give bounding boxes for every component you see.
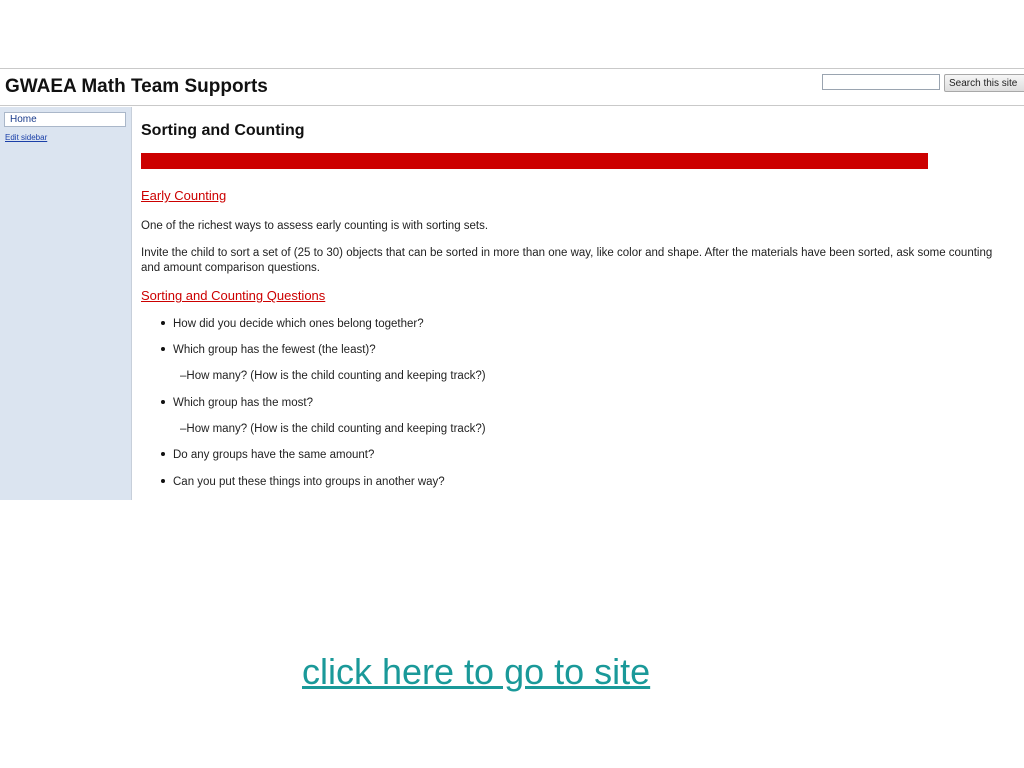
list-item: Which group has the most?	[161, 397, 313, 409]
list-subitem: –How many? (How is the child counting and keeping track?)	[180, 423, 486, 435]
list-item: Can you put these things into groups in another way?	[161, 476, 445, 488]
early-counting-heading[interactable]: Early Counting	[141, 188, 227, 203]
search-input[interactable]	[822, 74, 940, 90]
questions-heading[interactable]: Sorting and Counting Questions	[141, 288, 326, 303]
bullet-icon	[161, 321, 165, 325]
bullet-icon	[161, 452, 165, 456]
search-site-button[interactable]: Search this site	[944, 74, 1024, 92]
bullet-icon	[161, 347, 165, 351]
list-subitem: –How many? (How is the child counting and keeping track?)	[180, 370, 486, 382]
list-item: Which group has the fewest (the least)?	[161, 344, 376, 356]
go-to-site-link[interactable]: click here to go to site	[302, 651, 651, 692]
instruction-paragraph: Invite the child to sort a set of (25 to 30) objects that can be sorted in more than one way, like color and shape. After the materials have been sorted, ask some counting and amount comparison questions.	[141, 247, 993, 274]
edit-sidebar-link[interactable]: Edit sidebar	[5, 133, 48, 142]
sidebar-item-home[interactable]: Home	[4, 112, 126, 127]
intro-paragraph: One of the richest ways to assess early counting is with sorting sets.	[141, 220, 489, 232]
list-item: How did you decide which ones belong together?	[161, 318, 424, 330]
list-item: Do any groups have the same amount?	[161, 449, 374, 461]
page-title: Sorting and Counting	[141, 122, 305, 139]
bullet-icon	[161, 400, 165, 404]
accent-bar	[141, 153, 928, 169]
sidebar	[0, 107, 132, 500]
site-title: GWAEA Math Team Supports	[5, 76, 268, 97]
main-content	[141, 107, 1021, 500]
bullet-icon	[161, 479, 165, 483]
site-header	[0, 68, 1024, 106]
site-screenshot	[0, 68, 1024, 500]
